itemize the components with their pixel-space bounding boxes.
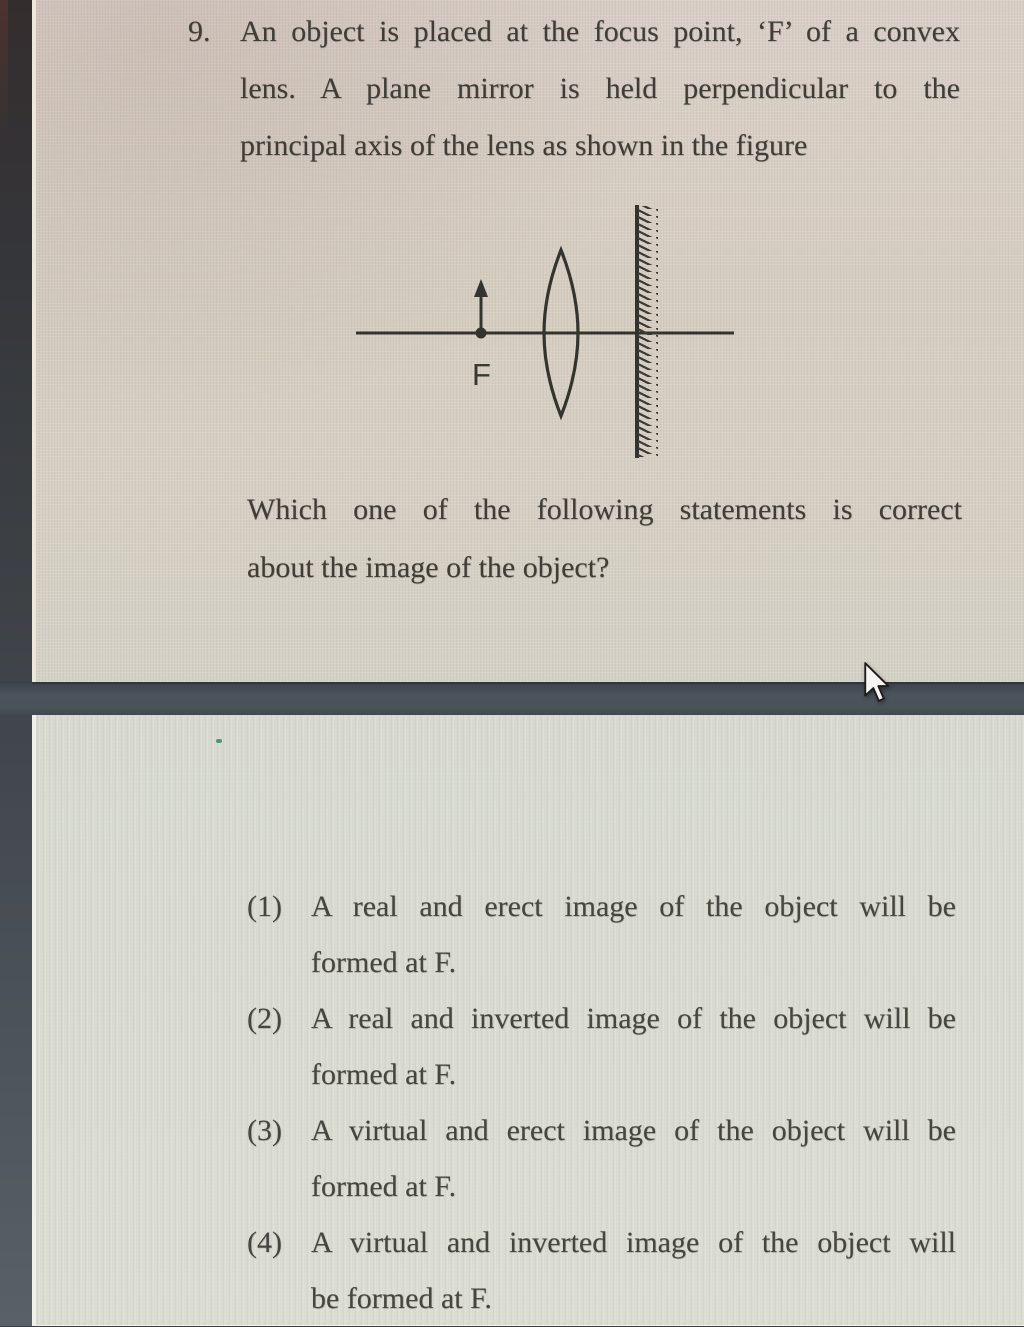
- prompt-text-line: about the image of the object?: [247, 551, 610, 584]
- option-text-line: A virtual and inverted image of the object will: [311, 1226, 956, 1259]
- option-text-line: formed at F.: [311, 1170, 457, 1203]
- plane-mirror: [637, 205, 658, 458]
- question-text-line: An object is placed at the focus point, ‘F’ of a convex: [240, 15, 960, 48]
- question-statement: [188, 3, 960, 174]
- option-text-line: be formed at F.: [311, 1282, 492, 1315]
- screen-bezel-strip: [0, 0, 33, 1326]
- question-number: 9.: [188, 15, 211, 48]
- option-text-line: formed at F.: [311, 1058, 457, 1091]
- optics-diagram: [316, 195, 776, 470]
- option-number: (1): [247, 890, 282, 923]
- prompt-text-line: Which one of the following statements is correct: [247, 493, 962, 526]
- option-row-4: [247, 1215, 956, 1327]
- pixel-speck: [216, 739, 222, 743]
- option-text-line: formed at F.: [311, 946, 457, 979]
- option-text-line: A real and erect image of the object will be: [311, 890, 956, 923]
- option-number: (4): [247, 1226, 282, 1259]
- option-number: (3): [247, 1114, 282, 1147]
- option-row-2: [247, 991, 956, 1103]
- question-prompt: [247, 481, 962, 597]
- object-arrow: [474, 279, 488, 339]
- question-text-line: lens. A plane mirror is held perpendicular to the: [240, 72, 960, 105]
- option-row-1: [247, 879, 956, 991]
- option-text-line: A virtual and erect image of the object will be: [311, 1114, 956, 1147]
- mouse-cursor-icon: [864, 662, 892, 706]
- option-text-line: A real and inverted image of the object will be: [311, 1002, 956, 1035]
- arrowhead: [474, 279, 488, 297]
- question-card: [32, 0, 1024, 682]
- option-number: (2): [247, 1002, 282, 1035]
- options-card: [32, 715, 1024, 1326]
- option-row-3: [247, 1103, 956, 1215]
- question-text-line: principal axis of the lens as shown in the figure: [240, 129, 808, 162]
- options-list: [247, 879, 956, 1327]
- focus-label: F: [472, 357, 491, 392]
- mirror-hatching: [638, 206, 658, 457]
- focus-point-dot: [476, 328, 487, 339]
